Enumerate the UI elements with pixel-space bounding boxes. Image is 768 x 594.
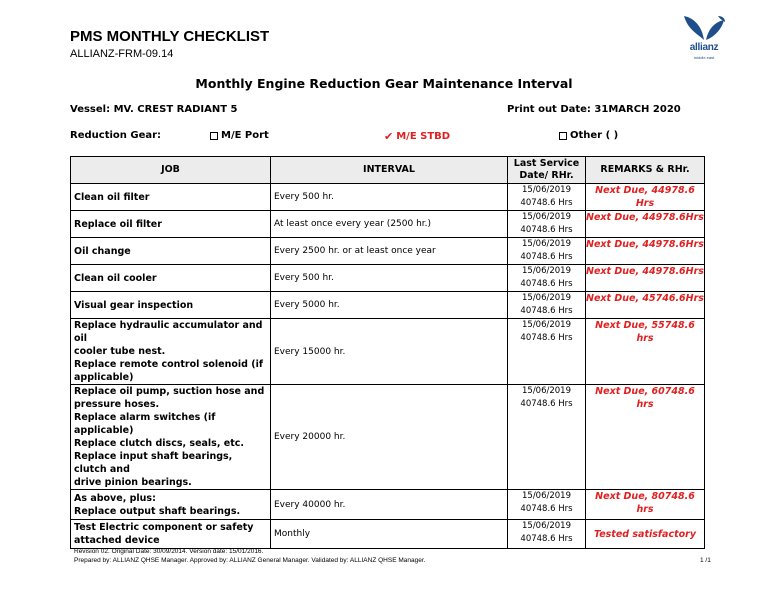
- remarks-cell: Next Due, 44978.6Hrs: [586, 265, 705, 292]
- remarks-cell: Tested satisfactory: [586, 520, 705, 549]
- header-last-service: Last Service Date/ RHr.: [508, 157, 586, 184]
- interval-cell: At least once every year (2500 hr.): [271, 211, 508, 238]
- table-row: [71, 490, 705, 520]
- job-text: drive pinion bearings.: [74, 477, 192, 488]
- last-service-cell: [508, 520, 586, 549]
- last-service-cell: [508, 238, 586, 265]
- table-body: [71, 184, 705, 549]
- reduction-gear-label: Reduction Gear:: [70, 130, 162, 141]
- table-row: [71, 292, 705, 319]
- remarks-cell: Next Due, 44978.6Hrs: [586, 211, 705, 238]
- remarks-cell: Next Due, 60748.6 hrs: [586, 385, 705, 490]
- job-text: Clean oil cooler: [74, 272, 157, 284]
- interval-cell: Every 2500 hr. or at least once year: [271, 238, 508, 265]
- remarks-cell: Next Due, 45746.6Hrs: [586, 292, 705, 319]
- service-date: 15/06/2019: [522, 386, 571, 396]
- last-service-cell: [508, 319, 586, 385]
- service-date: 15/06/2019: [522, 185, 571, 195]
- last-service-cell: [508, 265, 586, 292]
- job-text: Replace output shaft bearings.: [74, 505, 241, 517]
- service-rhr: 40748.6 Hrs: [520, 252, 573, 262]
- service-rhr: 40748.6 Hrs: [520, 534, 573, 544]
- table-row: [71, 385, 705, 490]
- job-text: pressure hoses.: [74, 399, 160, 410]
- vessel-label: Vessel: MV. CREST RADIANT 5: [70, 104, 238, 115]
- remarks-cell: Next Due, 44978.6Hrs: [586, 238, 705, 265]
- remarks-cell: Next Due, 44978.6 Hrs: [586, 184, 705, 211]
- remarks-cell: Next Due, 55748.6 hrs: [586, 319, 705, 385]
- service-rhr: 40748.6 Hrs: [520, 333, 573, 343]
- job-text: Replace input shaft bearings, clutch and: [74, 451, 233, 475]
- checkbox-empty-icon[interactable]: [559, 132, 567, 140]
- last-service-cell: [508, 211, 586, 238]
- form-subtitle: Monthly Engine Reduction Gear Maintenance Interval: [195, 76, 573, 91]
- interval-cell: Monthly: [271, 520, 508, 549]
- butterfly-logo-icon: [680, 14, 728, 44]
- service-rhr: 40748.6 Hrs: [520, 399, 573, 409]
- option-label: M/E Port: [221, 130, 269, 141]
- option-label: M/E STBD: [396, 131, 451, 142]
- form-code: ALLIANZ-FRM-09.14: [70, 48, 174, 60]
- job-cell: [71, 385, 271, 490]
- service-date: 15/06/2019: [522, 239, 571, 249]
- logo-subtext: middle east: [693, 55, 715, 60]
- interval-cell: Every 15000 hr.: [271, 319, 508, 385]
- job-text: Oil change: [74, 245, 131, 257]
- interval-cell: Every 5000 hr.: [271, 292, 508, 319]
- job-cell: [71, 319, 271, 385]
- logo-wordmark: allianz: [689, 42, 719, 53]
- interval-cell: Every 500 hr.: [271, 184, 508, 211]
- job-cell: [71, 211, 271, 238]
- checkbox-empty-icon[interactable]: [210, 132, 218, 140]
- maintenance-table: [70, 156, 705, 549]
- service-date: 15/06/2019: [522, 521, 571, 531]
- prepared-by-note: Prepared by: ALLIANZ QHSE Manager. Approved by: ALLIANZ General Manager. Validated by: ALLIANZ QHSE Manager.: [74, 557, 426, 564]
- job-cell: [71, 292, 271, 319]
- job-text: Clean oil filter: [74, 191, 150, 203]
- interval-cell: Every 40000 hr.: [271, 490, 508, 520]
- interval-cell: Every 20000 hr.: [271, 385, 508, 490]
- table-row: [71, 211, 705, 238]
- service-rhr: 40748.6 Hrs: [520, 504, 573, 514]
- header-job: JOB: [71, 157, 271, 184]
- job-text: As above, plus:: [74, 492, 156, 504]
- job-cell: [71, 490, 271, 520]
- printout-date: Print out Date: 31MARCH 2020: [507, 104, 681, 115]
- service-rhr: 40748.6 Hrs: [520, 306, 573, 316]
- job-text: cooler tube nest.: [74, 346, 166, 357]
- service-rhr: 40748.6 Hrs: [520, 225, 573, 235]
- allianz-logo: [680, 14, 728, 64]
- header-remarks: REMARKS & RHr.: [586, 157, 705, 184]
- job-text: Visual gear inspection: [74, 299, 194, 311]
- last-service-cell: [508, 184, 586, 211]
- table-row: [71, 520, 705, 549]
- header-interval: INTERVAL: [271, 157, 508, 184]
- option-me-port[interactable]: [210, 130, 269, 141]
- job-text: attached device: [74, 535, 160, 546]
- table-header-row: [71, 157, 705, 184]
- job-text: applicable): [74, 372, 134, 383]
- table-row: [71, 319, 705, 385]
- job-text: Replace alarm switches (if applicable): [74, 412, 216, 436]
- job-cell: [71, 184, 271, 211]
- service-date: 15/06/2019: [522, 320, 571, 330]
- document-title: PMS MONTHLY CHECKLIST: [70, 28, 270, 45]
- checkmark-icon[interactable]: ✔: [384, 130, 394, 143]
- table-row: [71, 184, 705, 211]
- service-rhr: 40748.6 Hrs: [520, 198, 573, 208]
- revision-note: Revision 02. Original Date: 30/09/2014. Version date: 15/01/2016.: [74, 548, 264, 555]
- job-cell: [71, 238, 271, 265]
- service-date: 15/06/2019: [522, 266, 571, 276]
- service-date: 15/06/2019: [522, 491, 571, 501]
- service-date: 15/06/2019: [522, 293, 571, 303]
- option-label: Other ( ): [570, 130, 619, 141]
- service-date: 15/06/2019: [522, 212, 571, 222]
- option-other[interactable]: [559, 130, 618, 141]
- job-cell: [71, 265, 271, 292]
- job-text: Test Electric component or safety: [74, 522, 254, 533]
- page-number: 1 /1: [700, 557, 711, 564]
- remarks-cell: Next Due, 80748.6 hrs: [586, 490, 705, 520]
- last-service-cell: [508, 490, 586, 520]
- option-me-stbd[interactable]: [384, 130, 450, 143]
- last-service-cell: [508, 292, 586, 319]
- last-service-cell: [508, 385, 586, 490]
- job-text: Replace oil filter: [74, 218, 162, 230]
- job-cell: [71, 520, 271, 549]
- service-rhr: 40748.6 Hrs: [520, 279, 573, 289]
- job-text: Replace clutch discs, seals, etc.: [74, 438, 244, 449]
- job-text: Replace hydraulic accumulator and oil: [74, 320, 263, 344]
- interval-cell: Every 500 hr.: [271, 265, 508, 292]
- job-text: Replace remote control solenoid (if: [74, 359, 263, 370]
- job-text: Replace oil pump, suction hose and: [74, 386, 265, 397]
- table-row: [71, 265, 705, 292]
- table-row: [71, 238, 705, 265]
